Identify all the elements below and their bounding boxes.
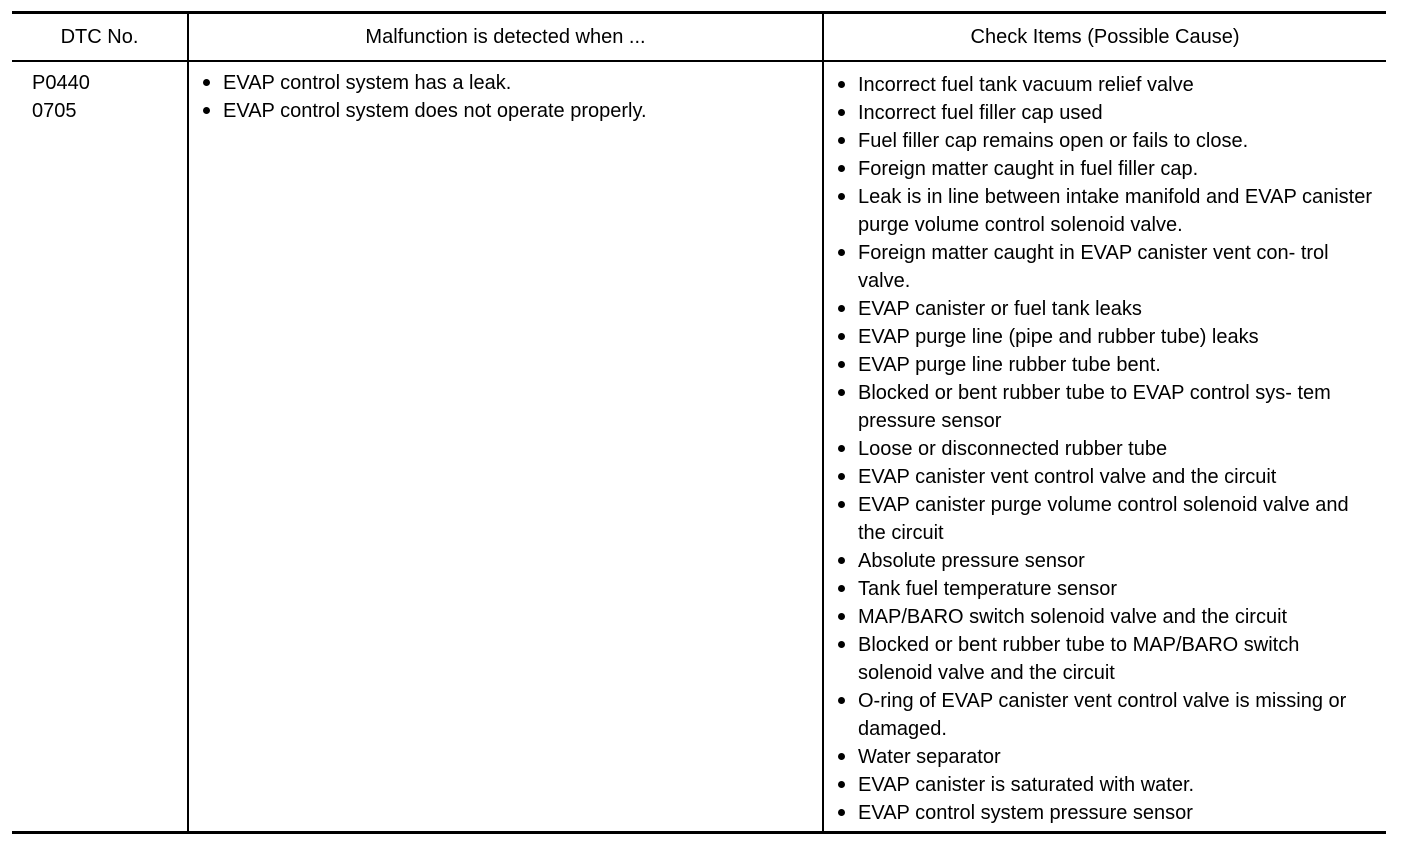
check-item: Incorrect fuel filler cap used xyxy=(834,99,1379,127)
header-dtc-no: DTC No. xyxy=(60,26,139,48)
malfunction-conditions-list xyxy=(199,69,809,125)
check-item: Blocked or bent rubber tube to MAP/BARO switch solenoid valve and the circuit xyxy=(834,631,1379,687)
check-items-list xyxy=(834,71,1379,827)
check-item: Leak is in line between intake manifold and EVAP canister purge volume control solenoid valve. xyxy=(834,183,1379,239)
check-item: EVAP canister is saturated with water. xyxy=(834,771,1379,799)
check-item: EVAP canister purge volume control solenoid valve and the circuit xyxy=(834,491,1379,547)
dtc-code-primary: P0440 xyxy=(32,72,90,94)
check-item: MAP/BARO switch solenoid valve and the circuit xyxy=(834,603,1379,631)
column-divider-1 xyxy=(187,11,189,833)
check-item: EVAP canister vent control valve and the circuit xyxy=(834,463,1379,491)
check-item: EVAP control system pressure sensor xyxy=(834,799,1379,827)
check-item: Incorrect fuel tank vacuum relief valve xyxy=(834,71,1379,99)
check-item: Fuel filler cap remains open or fails to close. xyxy=(834,127,1379,155)
header-separator-rule xyxy=(12,60,1386,62)
check-item: Foreign matter caught in EVAP canister vent con- trol valve. xyxy=(834,239,1379,295)
dtc-table xyxy=(12,11,1386,833)
table-bottom-rule xyxy=(12,831,1386,834)
check-item: Absolute pressure sensor xyxy=(834,547,1379,575)
table-top-rule xyxy=(12,11,1386,14)
check-item: EVAP purge line rubber tube bent. xyxy=(834,351,1379,379)
check-item: Tank fuel temperature sensor xyxy=(834,575,1379,603)
header-check-items: Check Items (Possible Cause) xyxy=(970,26,1240,48)
malfunction-condition-item: EVAP control system has a leak. xyxy=(199,69,809,97)
check-item: EVAP purge line (pipe and rubber tube) leaks xyxy=(834,323,1379,351)
malfunction-condition-item: EVAP control system does not operate properly. xyxy=(199,97,809,125)
column-divider-2 xyxy=(822,11,824,833)
dtc-code-secondary: 0705 xyxy=(32,100,77,122)
check-item: Foreign matter caught in fuel filler cap. xyxy=(834,155,1379,183)
dtc-codes-cell xyxy=(32,69,90,125)
check-item: EVAP canister or fuel tank leaks xyxy=(834,295,1379,323)
check-item: Water separator xyxy=(834,743,1379,771)
check-item: Blocked or bent rubber tube to EVAP control sys- tem pressure sensor xyxy=(834,379,1379,435)
header-malfunction: Malfunction is detected when ... xyxy=(365,26,646,48)
check-item: Loose or disconnected rubber tube xyxy=(834,435,1379,463)
check-item: O-ring of EVAP canister vent control valve is missing or damaged. xyxy=(834,687,1379,743)
